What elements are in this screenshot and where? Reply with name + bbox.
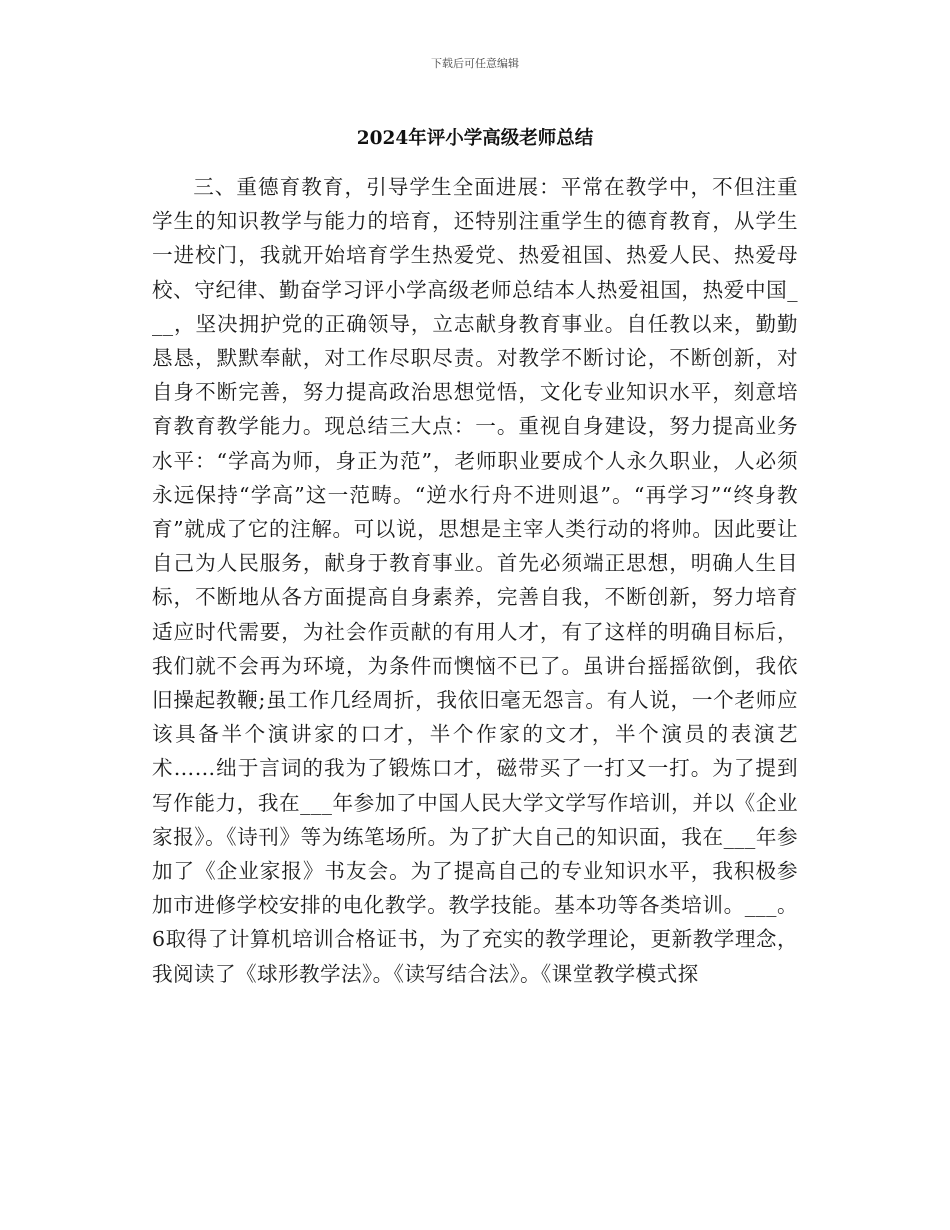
header-note: 下载后可任意编辑 <box>431 57 519 70</box>
body-paragraph: 三、重德育教育，引导学生全面进展：平常在教学中，不但注重学生的知识教学与能力的培育，还特别注重学生的德育教育，从学生一进校门，我就开始培育学生热爱党、热爱祖国、热爱人民、热爱母校、守纪律、勤奋学习评小学高级老师总结本人热爱祖国，热爱中国___，坚决拥护党的正确领导，立志献身教育事业。自任教以来，勤勤恳恳，默默奉献，对工作尽职尽责。对教学不断讨论，不断创新，对自身不断完善，努力提高政治思想觉悟，文化专业知识水平，刻意培育教育教学能力。现总结三大点：一。重视自身建设，努力提高业务水平：“学高为师，身正为范”，老师职业要成个人永久职业，人必须永远保持“学高”这一范畴。“逆水行舟不进则退”。“再学习”“终身教育”就成了它的注解。可以说，思想是主宰人类行动的将帅。因此要让自己为人民服务，献身于教育事业。首先必须端正思想，明确人生目标，不断地从各方面提高自身素养，完善自我，不断创新，努力培育适应时代需要，为社会作贡献的有用人才，有了这样的明确目标后，我们就不会再为环境，为条件而懊恼不已了。虽讲台摇摇欲倒，我依旧操起教鞭;虽工作几经周折，我依旧毫无怨言。有人说，一个老师应该具备半个演讲家的口才，半个作家的文才，半个演员的表演艺术……绌于言词的我为了锻炼口才，磁带买了一打又一打。为了提到写作能力，我在___年参加了中国人民大学文学写作培训，并以《企业家报》。《诗刊》等为练笔场所。为了扩大自己的知识面，我在___年参加了《企业家报》书友会。为了提高自己的专业知识水平，我积极参加市进修学校安排的电化教学。教学技能。基本功等各类培训。___。6取得了计算机培训合格证书，为了充实的教学理论，更新教学理念，我阅读了《球形教学法》。《读写结合法》。《课堂教学模式探 <box>152 175 798 986</box>
document-title: 2024年评小学高级老师总结 <box>356 128 594 149</box>
